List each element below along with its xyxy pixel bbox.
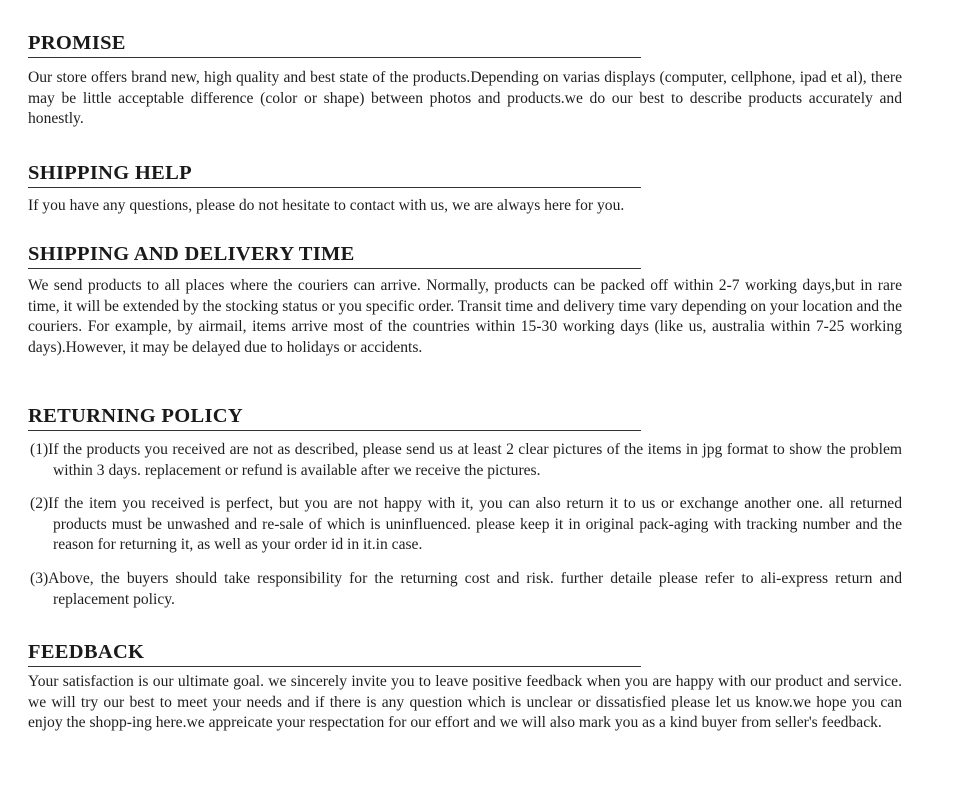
- returning-policy-section: [28, 404, 902, 610]
- returning-policy-item-3: (3)Above, the buyers should take responsibility for the returning cost and risk. further detaile please refer to ali-express return and replacement policy.: [30, 569, 902, 608]
- shipping-delivery-heading: SHIPPING AND DELIVERY TIME: [28, 242, 641, 269]
- promise-text: Our store offers brand new, high quality and best state of the products.Depending on varias displays (computer, cellphone, ipad et al), there may be little acceptable difference (color or shape) between photos and products.we do our best to describe products accurately and honestly.: [28, 69, 902, 128]
- promise-section: [28, 31, 902, 130]
- shipping-help-section: [28, 161, 902, 217]
- shipping-delivery-text: We send products to all places where the couriers can arrive. Normally, products can be packed off within 2-7 working days,but in rare time, it will be extended by the stocking status or you specific order. Transit time and delivery time vary depending on your location and the couriers. For example, by airmail, items arrive most of the countries within 15-30 working days (like us, australia within 7-25 working days).However, it may be delayed due to holidays or accidents.: [28, 277, 902, 356]
- shipping-delivery-section: [28, 242, 902, 358]
- returning-policy-item-2: (2)If the item you received is perfect, but you are not happy with it, you can also return it to us or exchange another one. all returned products must be unwashed and re-sale of which is uninfluenced. please keep it in original pack-aging with tracking number and the reason for returning it, as well as your order id in it.in case.: [30, 495, 902, 554]
- returning-policy-item-1: (1)If the products you received are not as described, please send us at least 2 clear pictures of the items in jpg format to show the problem within 3 days. replacement or refund is available after we receive the pictures.: [30, 441, 902, 479]
- feedback-heading: FEEDBACK: [28, 640, 641, 667]
- shipping-help-heading: SHIPPING HELP: [28, 161, 641, 188]
- promise-heading: PROMISE: [28, 31, 641, 58]
- feedback-text: Your satisfaction is our ultimate goal. we sincerely invite you to leave positive feedback when you are happy with our product and service. we will try our best to meet your needs and if there is any question which is unclear or dissatisfied please let us know.we hope you can enjoy the shopp-ing here.we appreicate your respectation for our effort and we will also mark you as a kind buyer from seller's feedback.: [28, 673, 902, 732]
- shipping-help-text: If you have any questions, please do not hesitate to contact with us, we are always here for you.: [28, 197, 625, 214]
- returning-policy-heading: RETURNING POLICY: [28, 404, 641, 431]
- feedback-section: [28, 640, 902, 734]
